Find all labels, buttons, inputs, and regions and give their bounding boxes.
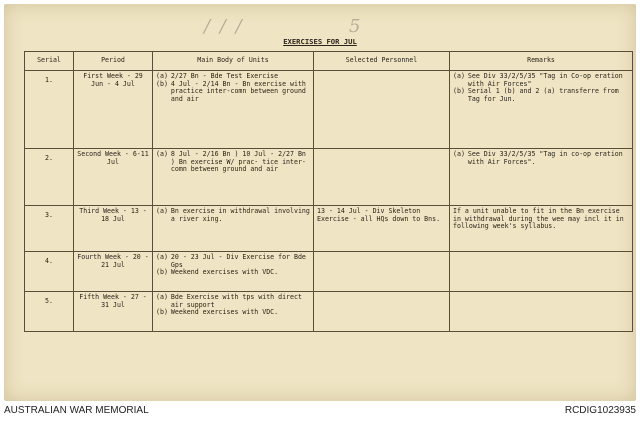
remarks-cell (450, 71, 633, 149)
item-text: 2/27 Bn - Bde Test Exercise (170, 72, 279, 80)
period-cell (74, 292, 153, 332)
main-body-cell (153, 206, 314, 252)
remarks-cell (450, 206, 633, 252)
item-text: 20 - 23 Jul - Div Exercise for Bde Gps (170, 253, 306, 269)
list-item (453, 88, 629, 103)
remarks-cell (450, 252, 633, 292)
serial-number: 5. (45, 297, 53, 305)
item-label: (b) (156, 308, 168, 317)
serial-number: 2. (45, 154, 53, 162)
serial-number: 1. (45, 76, 53, 84)
period-text: Second Week - 6-11 Jul (77, 150, 149, 166)
footer-record-id: RCDIG1023935 (564, 405, 636, 416)
list-item (156, 269, 310, 277)
item-text: Serial 1 (b) and 2 (a) transferre from Tag for Jun. (467, 87, 619, 103)
main-body-cell (153, 71, 314, 149)
item-label: (a) (156, 207, 168, 215)
item-text: See Div 33/2/5/35 "Tag in co-op eration with Air Forces". (467, 150, 623, 166)
list-item (453, 208, 629, 231)
item-label: (b) (453, 87, 465, 96)
item-label: (a) (156, 150, 168, 158)
list-item (453, 73, 629, 88)
list-item (156, 81, 310, 104)
personnel-cell (314, 292, 450, 332)
main-body-cell (153, 292, 314, 332)
handwritten-mark: / / / (204, 16, 244, 37)
personnel-cell (314, 252, 450, 292)
period-cell (74, 149, 153, 206)
item-text: 4 Jul - 2/14 Bn - Bn exercise with practice inter-comn between ground and air (170, 79, 306, 103)
footer-archive-name: AUSTRALIAN WAR MEMORIAL (4, 405, 149, 416)
handwritten-mark: 5 (349, 16, 363, 37)
item-text: See Div 33/2/5/35 "Tag in Co-op eration with Air Forces" (467, 72, 623, 88)
item-label: (a) (453, 150, 465, 158)
personnel-text: 13 - 14 Jul - Div Skeleton Exercise - all HQs down to Bns. (317, 207, 441, 223)
period-text: Third Week - 13 - 18 Jul (79, 207, 147, 223)
table-body (25, 71, 633, 332)
period-text: Fourth Week - 20 - 21 Jul (77, 253, 149, 269)
column-header-remarks: Remarks (450, 52, 633, 71)
table-header-row (25, 52, 633, 71)
item-text: Weekend exercises with VDC. (170, 308, 279, 317)
list-item (156, 208, 310, 223)
period-text: Fifth Week - 27 - 31 Jul (79, 293, 147, 309)
remarks-cell (450, 149, 633, 206)
list-item (156, 309, 310, 317)
list-item (156, 151, 310, 174)
serial-cell (25, 252, 74, 292)
main-body-cell (153, 252, 314, 292)
period-cell (74, 71, 153, 149)
item-text: Weekend exercises with VDC. (170, 268, 279, 277)
column-header-serial: Serial (25, 52, 74, 71)
item-label: (a) (156, 253, 168, 261)
remarks-cell (450, 292, 633, 332)
list-item (156, 254, 310, 269)
column-header-main-body: Main Body of Units (153, 52, 314, 71)
personnel-cell (314, 71, 450, 149)
period-cell (74, 206, 153, 252)
list-item (453, 151, 629, 166)
serial-number: 3. (45, 211, 53, 219)
column-header-personnel: Selected Personnel (314, 52, 450, 71)
item-label: (b) (156, 79, 168, 88)
main-body-cell (153, 149, 314, 206)
period-cell (74, 252, 153, 292)
document-title: EXERCISES FOR JUL (283, 37, 357, 46)
list-item (156, 294, 310, 309)
period-text: First Week - 29 Jun - 4 Jul (83, 72, 143, 88)
serial-number: 4. (45, 257, 53, 265)
item-text: 8 Jul - 2/16 Bn ) 10 Jul - 2/27 Bn ) Bn exercise W/ prac- tice inter-comn between ground and air (170, 150, 306, 174)
table-row (25, 149, 633, 206)
item-text: Bde Exercise with tps with direct air support (170, 293, 302, 309)
personnel-cell (314, 206, 450, 252)
table-row (25, 206, 633, 252)
serial-cell (25, 206, 74, 252)
item-label: (a) (156, 293, 168, 301)
serial-cell (25, 149, 74, 206)
document-sheet (4, 4, 636, 401)
serial-cell (25, 292, 74, 332)
table-row (25, 292, 633, 332)
item-label: (b) (156, 268, 168, 277)
item-label: (a) (453, 72, 465, 80)
serial-cell (25, 71, 74, 149)
column-header-period: Period (74, 52, 153, 71)
table-row (25, 71, 633, 149)
personnel-cell (314, 149, 450, 206)
table-row (25, 252, 633, 292)
item-text: If a unit unable to fit in the Bn exercise in withdrawal during the wee may incl it in following week's syllabus. (453, 207, 624, 231)
item-text: Bn exercise in withdrawal involving a river xing. (170, 207, 310, 223)
item-label: (a) (156, 72, 168, 80)
exercise-table (24, 51, 633, 332)
